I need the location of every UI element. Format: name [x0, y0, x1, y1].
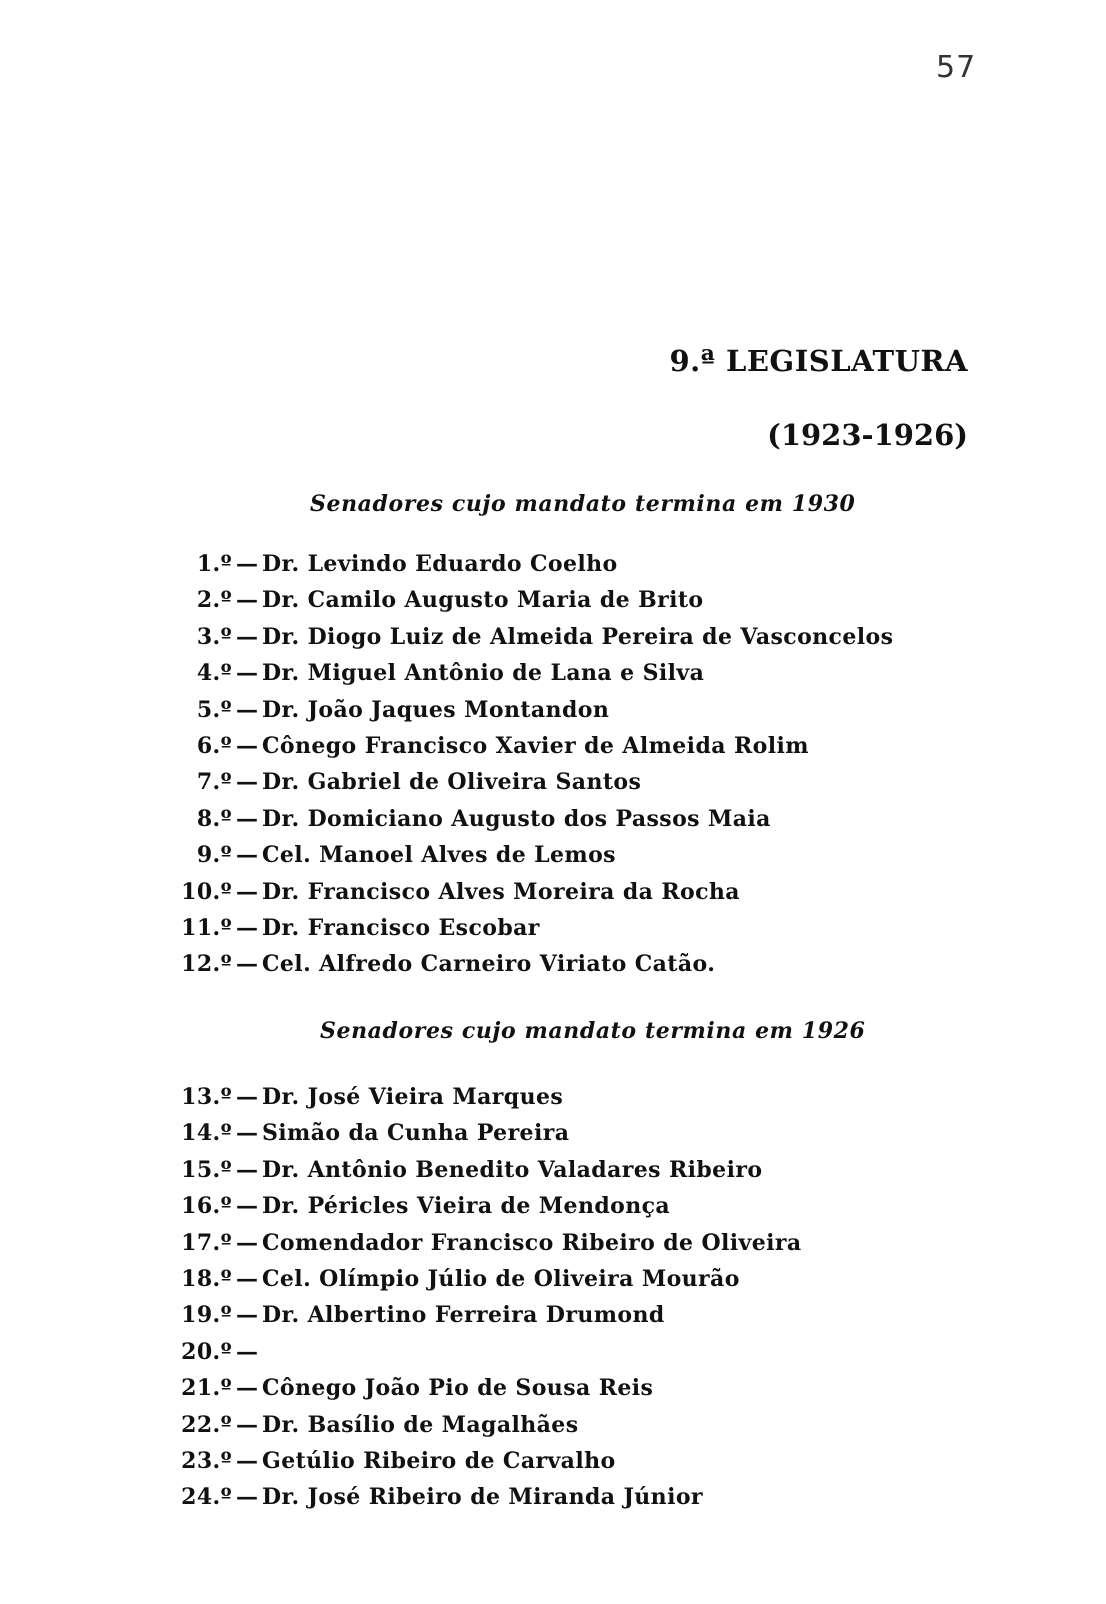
- senator-list-1926: [0, 1084, 1106, 1521]
- senator-list-item: [0, 806, 1106, 842]
- item-dash: —: [236, 1156, 259, 1183]
- item-number: 16.º: [181, 1193, 232, 1220]
- item-number: 14.º: [181, 1120, 232, 1147]
- senator-list-item: [0, 769, 1106, 805]
- senator-name: Dr. Francisco Escobar: [262, 914, 540, 941]
- item-dash: —: [236, 1302, 259, 1329]
- page-number: 57: [936, 50, 977, 85]
- senator-name: Getúlio Ribeiro de Carvalho: [262, 1447, 616, 1474]
- item-dash: —: [236, 587, 259, 614]
- senator-name: Dr. Gabriel de Oliveira Santos: [262, 769, 642, 796]
- item-dash: —: [236, 1447, 259, 1474]
- senator-list-item: [0, 1157, 1106, 1193]
- section-heading-1926: Senadores cujo mandato termina em 1926: [320, 1018, 866, 1044]
- item-dash: —: [236, 1265, 259, 1292]
- senator-name: Cel. Olímpio Júlio de Oliveira Mourão: [262, 1265, 740, 1292]
- senator-list-item: [0, 1448, 1106, 1484]
- senator-list-item: [0, 915, 1106, 951]
- senator-name: Dr. Péricles Vieira de Mendonça: [262, 1193, 671, 1220]
- item-number: 15.º: [181, 1156, 232, 1183]
- senator-name: Comendador Francisco Ribeiro de Oliveira: [262, 1229, 802, 1256]
- item-number: 3.º: [196, 623, 232, 650]
- senator-list-item: [0, 1375, 1106, 1411]
- senator-name: Dr. Miguel Antônio de Lana e Silva: [262, 660, 705, 687]
- senator-list-item: [0, 624, 1106, 660]
- senator-list-item: [0, 1302, 1106, 1338]
- item-dash: —: [236, 696, 259, 723]
- item-number: 5.º: [196, 696, 232, 723]
- senator-name: Dr. Francisco Alves Moreira da Rocha: [262, 878, 740, 905]
- senator-list-item: [0, 951, 1106, 987]
- senator-list-item: [0, 660, 1106, 696]
- item-number: 22.º: [181, 1411, 232, 1438]
- item-dash: —: [236, 660, 259, 687]
- senator-name: Cel. Manoel Alves de Lemos: [262, 842, 616, 869]
- senator-name: Dr. José Ribeiro de Miranda Júnior: [262, 1484, 703, 1511]
- item-number: 24.º: [181, 1484, 232, 1511]
- senator-list-item: [0, 1084, 1106, 1120]
- senator-name: Dr. Camilo Augusto Maria de Brito: [262, 587, 704, 614]
- item-dash: —: [236, 805, 259, 832]
- item-number: 6.º: [196, 732, 232, 759]
- senator-list-item: [0, 1484, 1106, 1520]
- item-dash: —: [236, 732, 259, 759]
- senator-list-item: [0, 1266, 1106, 1302]
- senator-name: Simão da Cunha Pereira: [262, 1120, 570, 1147]
- senator-name: Cel. Alfredo Carneiro Viriato Catão.: [262, 951, 716, 978]
- item-number: 20.º: [181, 1338, 232, 1365]
- item-dash: —: [236, 914, 259, 941]
- item-dash: —: [236, 1229, 259, 1256]
- item-number: 11.º: [181, 914, 232, 941]
- senator-list-item: [0, 1412, 1106, 1448]
- senator-list-item: [0, 1339, 1106, 1375]
- item-dash: —: [236, 1193, 259, 1220]
- item-number: 7.º: [196, 769, 232, 796]
- item-number: 21.º: [181, 1375, 232, 1402]
- senator-name: Dr. Antônio Benedito Valadares Ribeiro: [262, 1156, 763, 1183]
- senator-list-item: [0, 551, 1106, 587]
- item-number: 10.º: [181, 878, 232, 905]
- senator-name: Dr. Domiciano Augusto dos Passos Maia: [262, 805, 771, 832]
- item-dash: —: [236, 1375, 259, 1402]
- senator-list-item: [0, 697, 1106, 733]
- item-number: 18.º: [181, 1265, 232, 1292]
- senator-name: Dr. Levindo Eduardo Coelho: [262, 551, 618, 577]
- senator-list-item: [0, 879, 1106, 915]
- item-dash: —: [236, 1338, 259, 1365]
- item-dash: —: [236, 878, 259, 905]
- item-number: 12.º: [181, 951, 232, 978]
- item-dash: —: [236, 551, 259, 577]
- item-number: 4.º: [196, 660, 232, 687]
- item-number: 2.º: [196, 587, 232, 614]
- item-number: 13.º: [181, 1084, 232, 1110]
- item-number: 17.º: [181, 1229, 232, 1256]
- item-dash: —: [236, 1120, 259, 1147]
- senator-list-item: [0, 1230, 1106, 1266]
- senator-list-item: [0, 733, 1106, 769]
- page-title: 9.ª LEGISLATURA: [669, 344, 968, 378]
- item-number: 9.º: [196, 842, 232, 869]
- item-number: 19.º: [181, 1302, 232, 1329]
- senator-name: Cônego João Pio de Sousa Reis: [262, 1375, 654, 1402]
- item-number: 1.º: [196, 551, 232, 577]
- senator-list-item: [0, 842, 1106, 878]
- item-number: 23.º: [181, 1447, 232, 1474]
- legislature-years: (1923-1926): [767, 418, 968, 452]
- senator-name: Dr. José Vieira Marques: [262, 1084, 564, 1110]
- senator-name: Dr. Basílio de Magalhães: [262, 1411, 579, 1438]
- item-dash: —: [236, 623, 259, 650]
- senator-name: Dr. João Jaques Montandon: [262, 696, 610, 723]
- senator-name: Cônego Francisco Xavier de Almeida Rolim: [262, 732, 809, 759]
- item-dash: —: [236, 769, 259, 796]
- item-dash: —: [236, 842, 259, 869]
- senator-name: Dr. Diogo Luiz de Almeida Pereira de Vasconcelos: [262, 623, 894, 650]
- senator-list-1930: [0, 551, 1106, 988]
- item-dash: —: [236, 1411, 259, 1438]
- item-number: 8.º: [196, 805, 232, 832]
- item-dash: —: [236, 1484, 259, 1511]
- senator-list-item: [0, 1120, 1106, 1156]
- item-dash: —: [236, 1084, 259, 1110]
- senator-list-item: [0, 1193, 1106, 1229]
- item-dash: —: [236, 951, 259, 978]
- senator-list-item: [0, 587, 1106, 623]
- senator-name: Dr. Albertino Ferreira Drumond: [262, 1302, 665, 1329]
- section-heading-1930: Senadores cujo mandato termina em 1930: [310, 491, 856, 517]
